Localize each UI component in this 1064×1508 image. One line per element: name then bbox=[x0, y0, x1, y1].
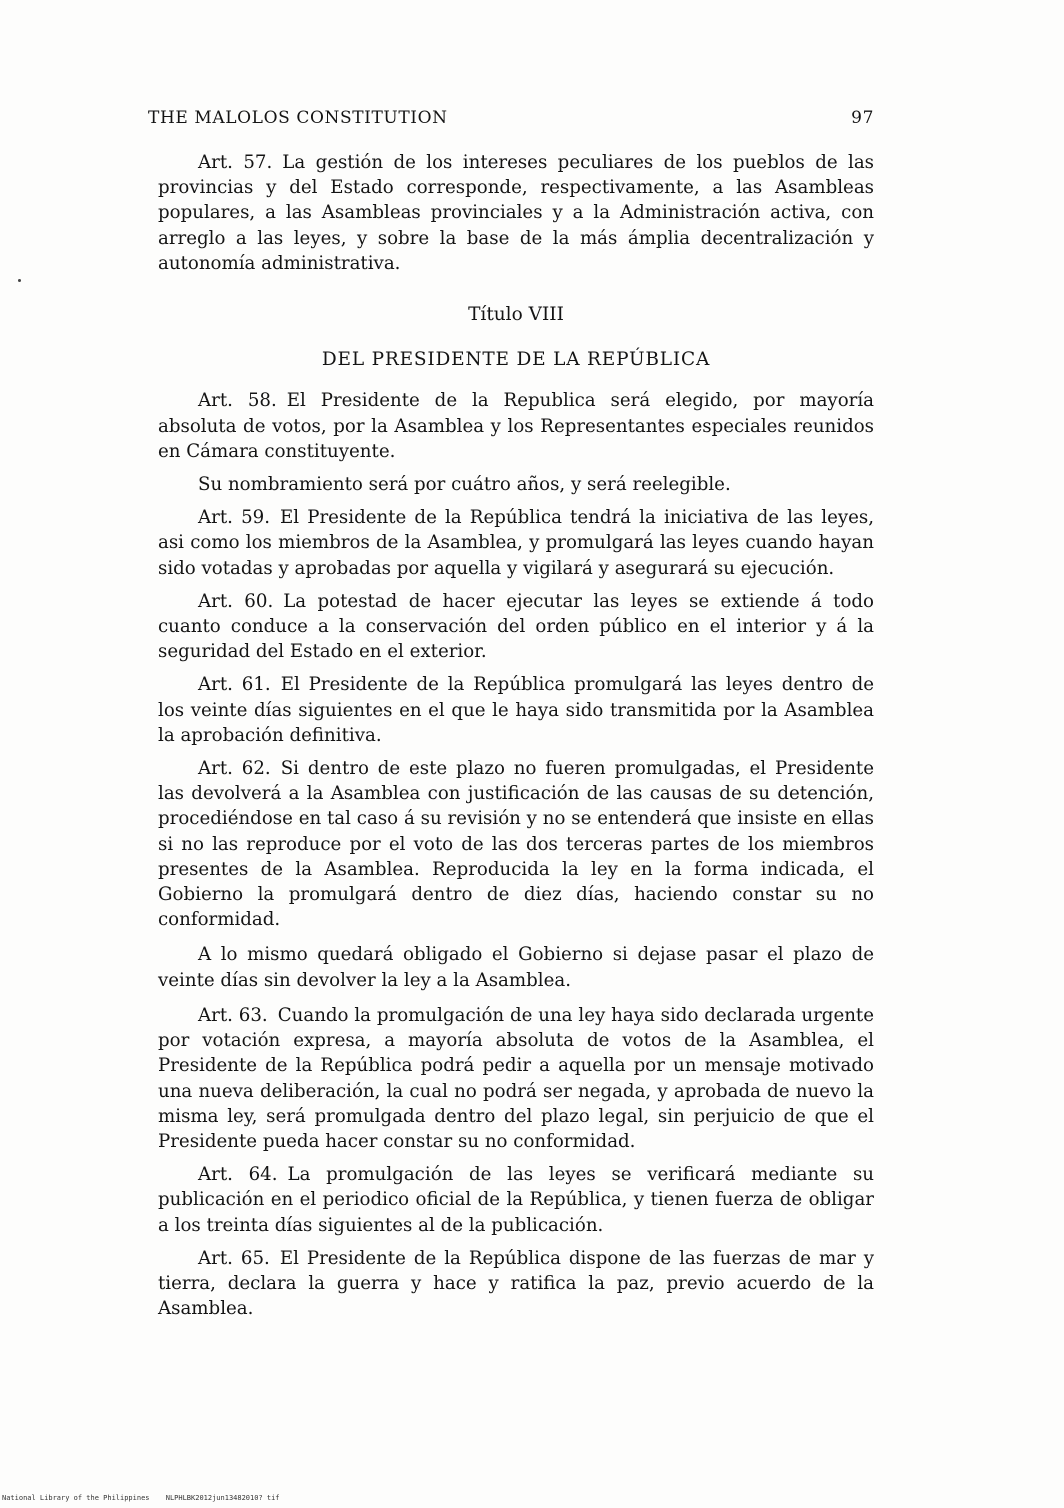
article-text: El Presidente de la República promulgará las leyes dentro de los veinte días siguientes en el que le haya sido transmitida por la Asamblea la aprobación definitiva. bbox=[158, 674, 875, 746]
article-label: Art. 60. bbox=[198, 590, 274, 612]
article-60 bbox=[158, 589, 874, 665]
article-61 bbox=[158, 672, 874, 748]
article-62-paragraph-2: A lo mismo quedará obligado el Gobierno si dejase pasar el plazo de veinte días sin devolver la ley a la Asamblea. bbox=[158, 944, 874, 991]
page-number: 97 bbox=[851, 108, 874, 128]
article-65 bbox=[158, 1246, 874, 1322]
article-label: Art. 64. bbox=[198, 1164, 278, 1186]
article-57 bbox=[158, 150, 874, 276]
article-label: Art. 62. bbox=[198, 758, 271, 780]
article-58-paragraph-2: Su nombramiento será por cuátro años, y será reelegible. bbox=[198, 474, 731, 496]
article-text: El Presidente de la Republica será elegido, por mayoría absoluta de votos, por la Asamblea y los Representantes especiales reunidos en Cámara constituyente. bbox=[158, 390, 874, 462]
article-62 bbox=[158, 756, 874, 932]
page-body bbox=[158, 150, 874, 1321]
footer-file-id: NLPHLBK2012jun13482010? tif bbox=[165, 1494, 280, 1502]
article-label: Art. 58. bbox=[198, 390, 277, 412]
article-59 bbox=[158, 505, 874, 581]
article-64 bbox=[158, 1162, 874, 1238]
article-63 bbox=[158, 1003, 874, 1154]
article-text: Cuando la promulgación de una ley haya sido declarada urgente por votación expresa, a mayoría absoluta de votos de la Asamblea, el Presidente de la República podrá pedir a aquella por un mensaje motivado una nueva deliberación, la cual no podrá ser negada, y aprobada de nuevo la misma ley, será promulgada dentro del plazo legal, sin perjuicio de que el Presidente pueda hacer constar su no conformidad. bbox=[158, 1004, 874, 1152]
article-text: El Presidente de la República tendrá la iniciativa de las leyes, asi como los miembros de la Asamblea, y promulgará las leyes cuando hayan sido votadas y aprobadas por aquella y vigilará y asegurará su ejecución. bbox=[158, 507, 875, 579]
article-label: Art. 65. bbox=[198, 1247, 270, 1269]
title-heading: Título VIII bbox=[468, 304, 564, 326]
article-text: La gestión de los intereses peculiares de los pueblos de las provincias y del Estado corresponde, respectivamente, a las Asambleas populares, a las Asambleas provinciales y a la Administración activa, con arreglo a las leyes, y sobre la base de la más ámplia decentralización y autonomía administrativa. bbox=[158, 152, 874, 274]
article-text: La promulgación de las leyes se verificará mediante su publicación en el periodico oficial de la República, y tienen fuerza de obligar a los treinta días siguientes al de la publicación. bbox=[158, 1164, 874, 1236]
article-text: La potestad de hacer ejecutar las leyes se extiende á todo cuanto conduce a la conservación del orden público en el interior y á la seguridad del Estado en el exterior. bbox=[158, 590, 875, 663]
scan-footer bbox=[2, 1494, 280, 1502]
article-label: Art. 63. bbox=[198, 1004, 268, 1026]
footer-library: National Library of the Philippines bbox=[2, 1494, 150, 1502]
chapter-heading: DEL PRESIDENTE DE LA REPÚBLICA bbox=[321, 349, 711, 371]
scan-speck bbox=[18, 279, 21, 282]
article-text: Si dentro de este plazo no fueren promulgadas, el Presidente las devolverá a la Asamblea con justificación de las causas de su detención, procediéndose en tal caso á su revisión y no se entenderá que insiste en ellas si no las reproduce por el voto de las dos terceras partes de los miembros presentes de la Asamblea. Reproducida la ley en la forma indicada, el Gobierno la promulgará dentro de diez días, haciendo constar su no conformidad. bbox=[158, 758, 874, 931]
article-label: Art. 61. bbox=[198, 674, 271, 696]
running-title: THE MALOLOS CONSTITUTION bbox=[148, 108, 448, 128]
article-label: Art. 59. bbox=[198, 507, 270, 529]
running-head bbox=[148, 108, 874, 136]
article-text: El Presidente de la República dispone de las fuerzas de mar y tierra, declara la guerra y hace y ratifica la paz, previo acuerdo de la Asamblea. bbox=[158, 1247, 875, 1320]
article-label: Art. 57. bbox=[198, 152, 273, 173]
article-58 bbox=[158, 388, 874, 464]
